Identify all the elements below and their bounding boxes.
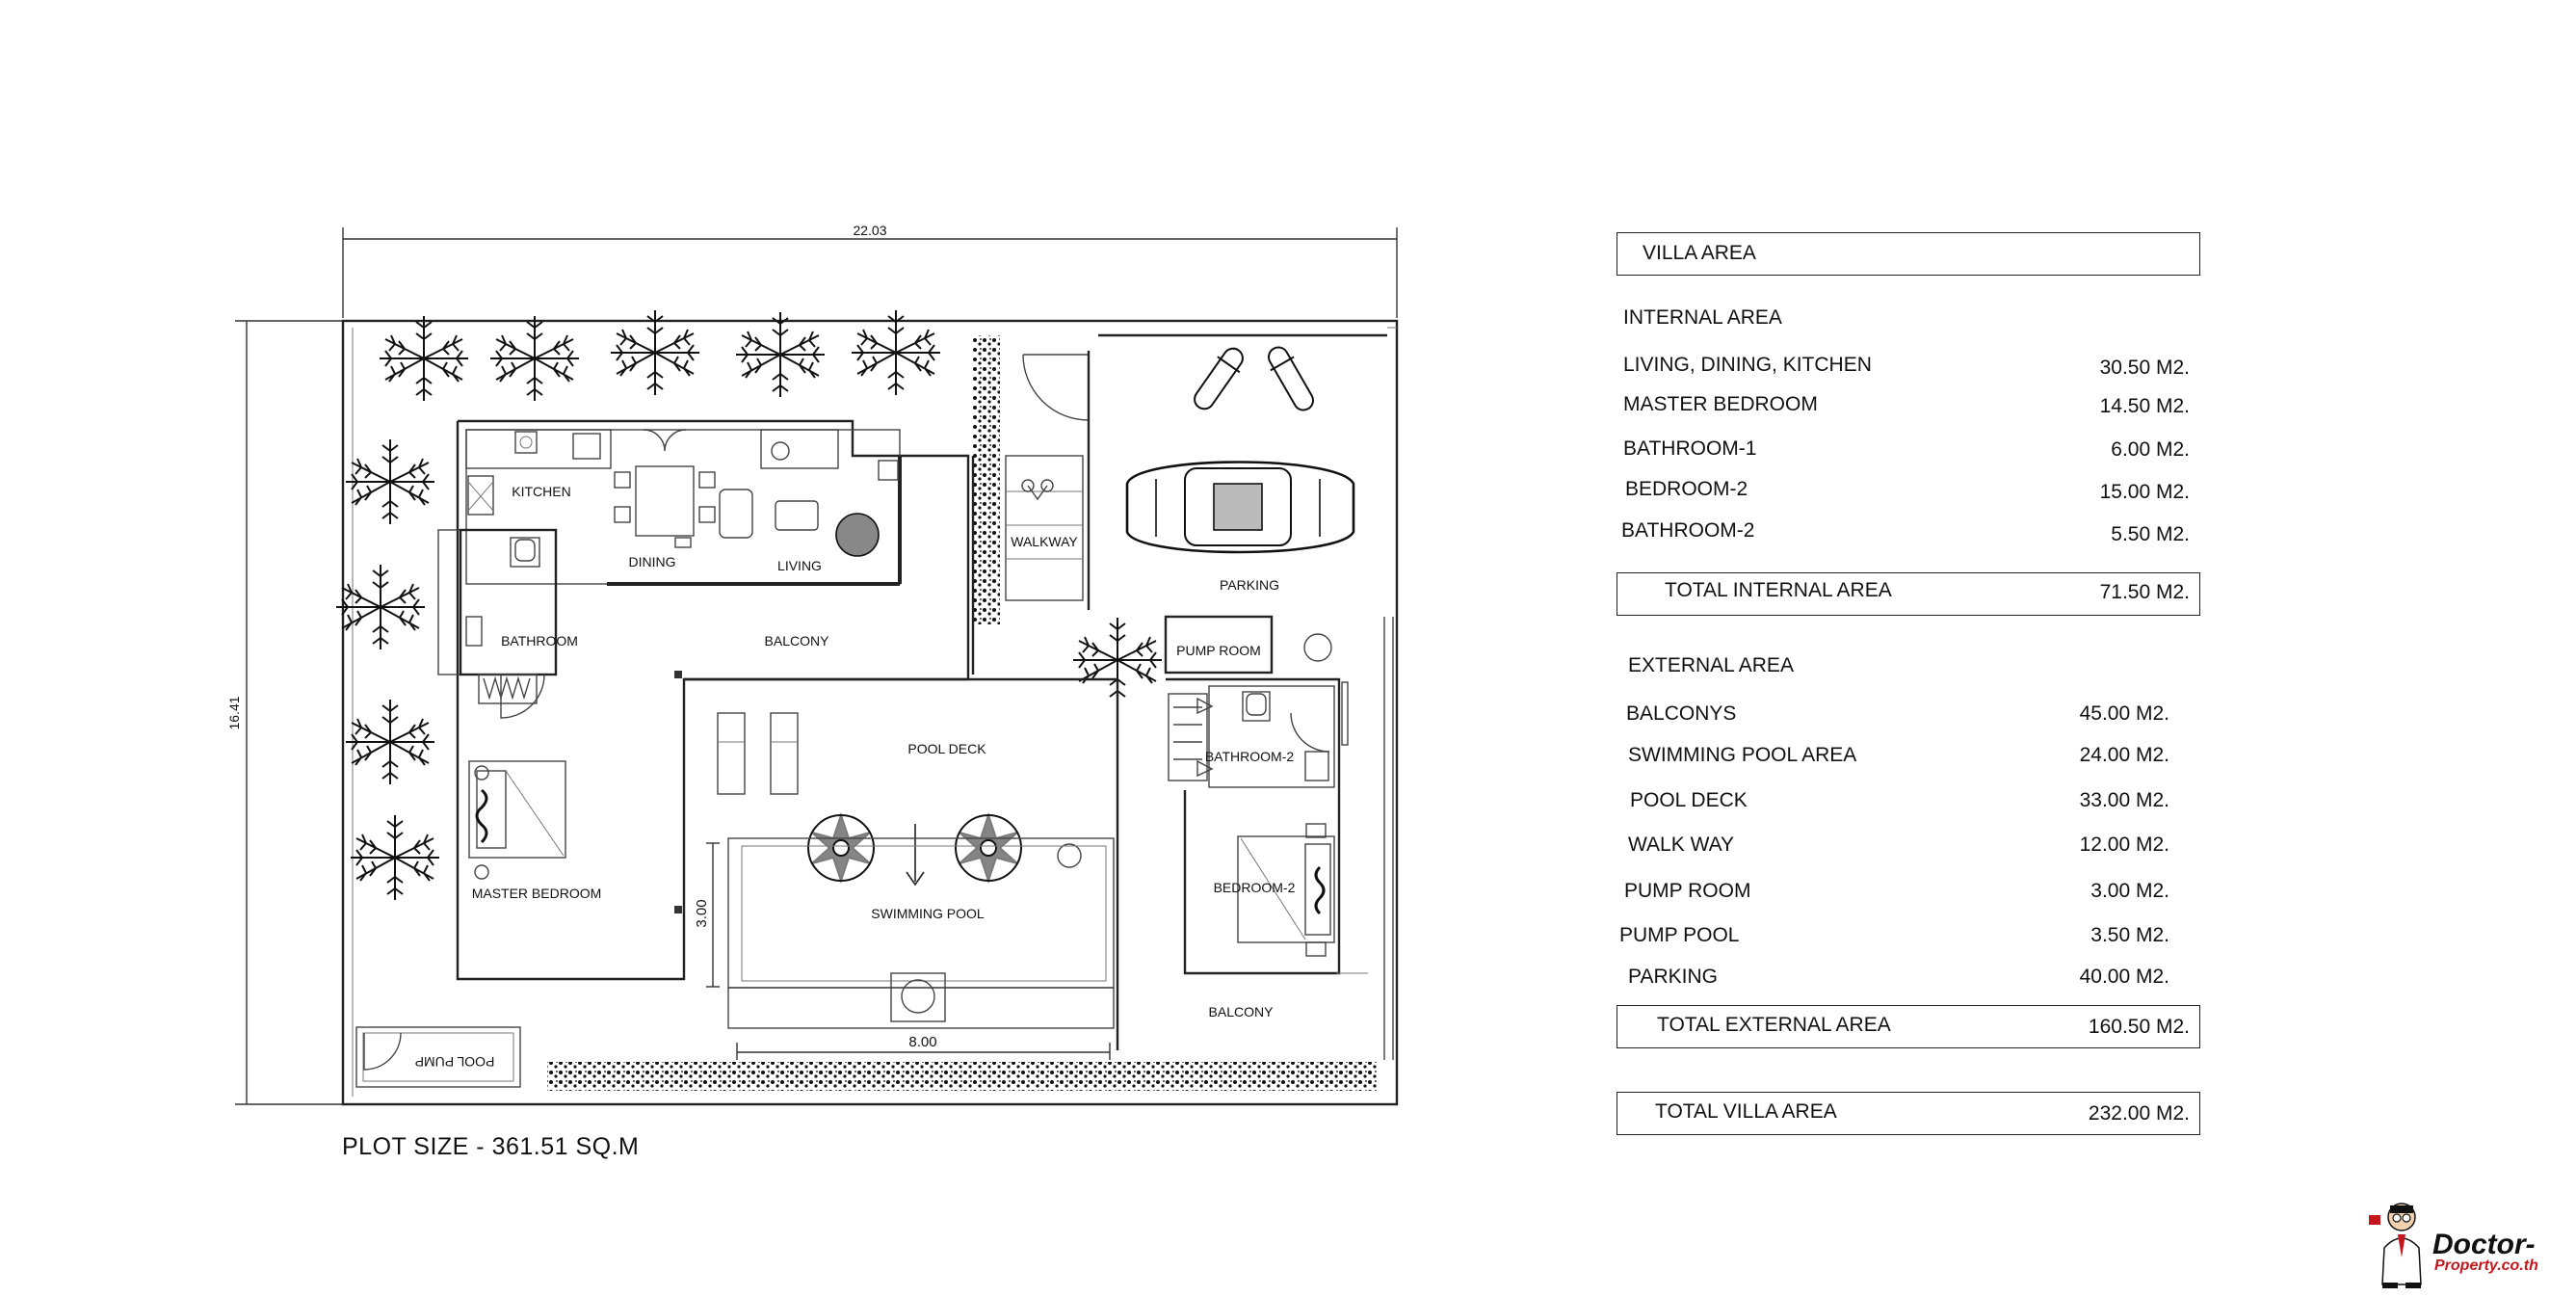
total-internal-name: TOTAL INTERNAL AREA	[1665, 579, 1892, 601]
internal-area-heading: INTERNAL AREA	[1623, 306, 1782, 329]
parking-area	[1022, 335, 1387, 661]
external-area-heading: EXTERNAL AREA	[1628, 654, 1794, 676]
internal-row-value: 14.50 M2.	[2099, 395, 2190, 417]
doctor-property-logo	[2365, 1200, 2567, 1291]
room-label-dining: DINING	[628, 554, 676, 569]
pool-depth-dimension: 3.00	[694, 899, 710, 928]
room-label-pump-room: PUMP ROOM	[1176, 643, 1261, 658]
external-row-name: PUMP POOL	[1619, 924, 1740, 946]
gravel-strip-walkway	[973, 335, 1000, 624]
room-label-living: LIVING	[777, 558, 822, 573]
internal-row-name: BEDROOM-2	[1625, 478, 1748, 500]
external-row-name: POOL DECK	[1630, 789, 1748, 811]
external-row-name: PARKING	[1628, 966, 1718, 988]
pool-width-dimension: 8.00	[908, 1034, 937, 1050]
room-label-pool-pump: POOL PUMP	[414, 1054, 495, 1070]
plot-size-label: PLOT SIZE - 361.51 SQ.M	[342, 1133, 640, 1160]
external-row-value: 3.50 M2.	[2090, 924, 2169, 946]
total-villa-name: TOTAL VILLA AREA	[1655, 1100, 1837, 1123]
internal-row-value: 15.00 M2.	[2099, 481, 2190, 503]
bathroom-walls	[438, 530, 556, 718]
external-row-name: PUMP ROOM	[1624, 880, 1751, 902]
villa-area-title: VILLA AREA	[1643, 242, 1756, 264]
logo-text-doctor: Doctor-	[2432, 1229, 2536, 1260]
internal-row-name: BATHROOM-1	[1623, 437, 1757, 460]
height-dimension: 16.41	[226, 696, 242, 730]
room-label-bedroom-2: BEDROOM-2	[1213, 880, 1296, 895]
room-label-bathroom: BATHROOM	[501, 633, 578, 648]
room-label-bathroom-2: BATHROOM-2	[1204, 749, 1295, 764]
doctor-mascot-icon	[2365, 1200, 2432, 1291]
master-bed	[469, 761, 565, 879]
wardrobe	[479, 675, 537, 703]
dimension-left	[226, 321, 343, 1104]
pool-deck-area	[674, 671, 1117, 913]
gravel-strip-bottom	[547, 1062, 1378, 1091]
room-label-kitchen: KITCHEN	[512, 484, 571, 499]
room-label-master-bedroom: MASTER BEDROOM	[471, 886, 602, 901]
internal-row-value: 6.00 M2.	[2111, 438, 2190, 461]
dimension-top	[343, 223, 1397, 318]
internal-row-name: MASTER BEDROOM	[1623, 393, 1818, 415]
room-label-balcony-top: BALCONY	[764, 633, 829, 648]
room-label-walkway: WALKWAY	[1011, 534, 1078, 549]
total-internal-value: 71.50 M2.	[2099, 581, 2190, 603]
logo-text-property: Property.co.th	[2434, 1257, 2538, 1274]
room-label-pool-deck: POOL DECK	[907, 741, 986, 756]
external-row-value: 24.00 M2.	[2079, 744, 2169, 766]
internal-row-value: 30.50 M2.	[2099, 357, 2190, 379]
total-external-name: TOTAL EXTERNAL AREA	[1657, 1014, 1891, 1036]
internal-row-value: 5.50 M2.	[2111, 523, 2190, 545]
external-row-name: SWIMMING POOL AREA	[1628, 744, 1857, 766]
external-row-value: 12.00 M2.	[2079, 834, 2169, 856]
swimming-pool	[694, 838, 1114, 1060]
room-label-swimming-pool: SWIMMING POOL	[871, 906, 985, 921]
external-row-value: 33.00 M2.	[2079, 789, 2169, 811]
total-villa-value: 232.00 M2.	[2088, 1102, 2190, 1125]
external-row-name: BALCONYS	[1626, 702, 1737, 725]
width-dimension: 22.03	[853, 223, 887, 238]
room-label-balcony-right: BALCONY	[1208, 1004, 1274, 1019]
external-row-name: WALK WAY	[1628, 834, 1735, 856]
external-row-value: 3.00 M2.	[2090, 880, 2169, 902]
external-row-value: 45.00 M2.	[2079, 702, 2169, 725]
internal-row-name: LIVING, DINING, KITCHEN	[1623, 354, 1872, 376]
total-external-value: 160.50 M2.	[2088, 1016, 2190, 1038]
external-row-value: 40.00 M2.	[2079, 966, 2169, 988]
internal-row-name: BATHROOM-2	[1621, 519, 1755, 542]
room-label-parking: PARKING	[1220, 577, 1279, 593]
room-labels	[415, 484, 1296, 1070]
